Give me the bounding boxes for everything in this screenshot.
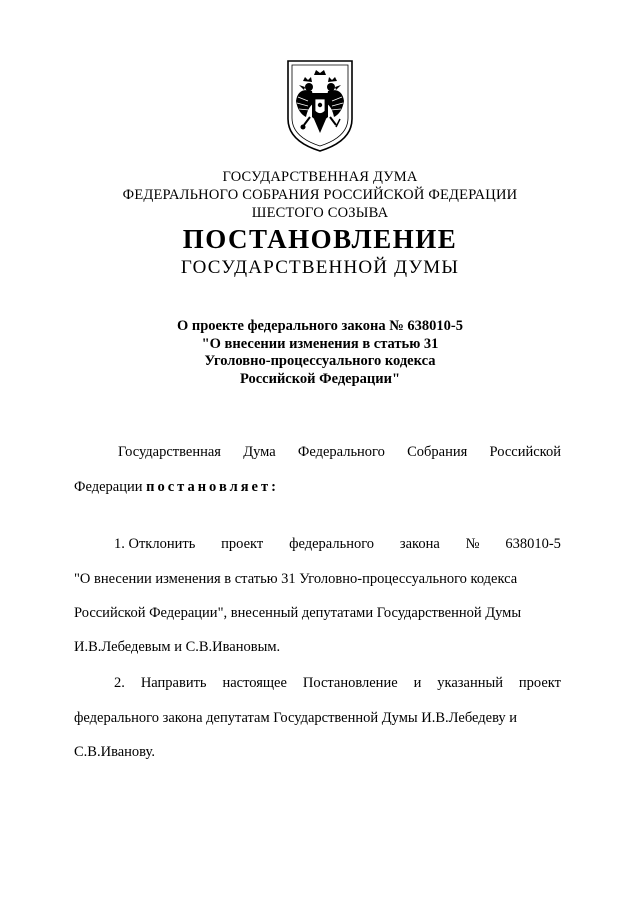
item-1-line-1: 1. Отклонить проект федерального закона № 638010-5 bbox=[114, 536, 561, 552]
org-line-1: ГОСУДАРСТВЕННАЯ ДУМА bbox=[222, 169, 418, 185]
org-line-2: ФЕДЕРАЛЬНОГО СОБРАНИЯ РОССИЙСКОЙ ФЕДЕРАЦИИ bbox=[122, 187, 518, 203]
item-1-line-4: И.В.Лебедевым и С.В.Ивановым. bbox=[74, 639, 281, 655]
document-type: ПОСТАНОВЛЕНИЕ bbox=[182, 224, 458, 254]
preamble-line-1: Государственная Дума Федерального Собрания Российской bbox=[118, 444, 561, 460]
subject-line-2: "О внесении изменения в статью 31 bbox=[201, 335, 439, 352]
organization-header bbox=[0, 168, 640, 222]
subject-line-1: О проекте федерального закона № 638010-5 bbox=[176, 318, 464, 334]
double-headed-eagle-icon bbox=[284, 57, 356, 155]
subject-line-3: Уголовно-процессуального кодекса bbox=[204, 353, 436, 369]
item-1-line-3: Российской Федерации", внесенный депутатами Государственной Думы bbox=[74, 605, 522, 621]
preamble-line-2: Федерации постановляет: bbox=[74, 479, 279, 495]
resolves-word: постановляет: bbox=[146, 479, 279, 495]
item-2-line-2: федерального закона депутатам Государственной Думы И.В.Лебедеву и bbox=[74, 710, 518, 726]
state-emblem bbox=[284, 57, 356, 155]
document-subtitle: ГОСУДАРСТВЕННОЙ ДУМЫ bbox=[180, 257, 460, 278]
item-2-line-3: С.В.Иванову. bbox=[74, 744, 155, 760]
subject-line-4: Российской Федерации" bbox=[239, 370, 401, 387]
item-2-line-1: 2. Направить настоящее Постановление и указанный проект bbox=[114, 675, 561, 691]
org-line-3: ШЕСТОГО СОЗЫВА bbox=[251, 205, 389, 221]
document-subject bbox=[0, 318, 640, 388]
item-1-line-2: "О внесении изменения в статью 31 Уголовно-процессуального кодекса bbox=[74, 571, 518, 587]
